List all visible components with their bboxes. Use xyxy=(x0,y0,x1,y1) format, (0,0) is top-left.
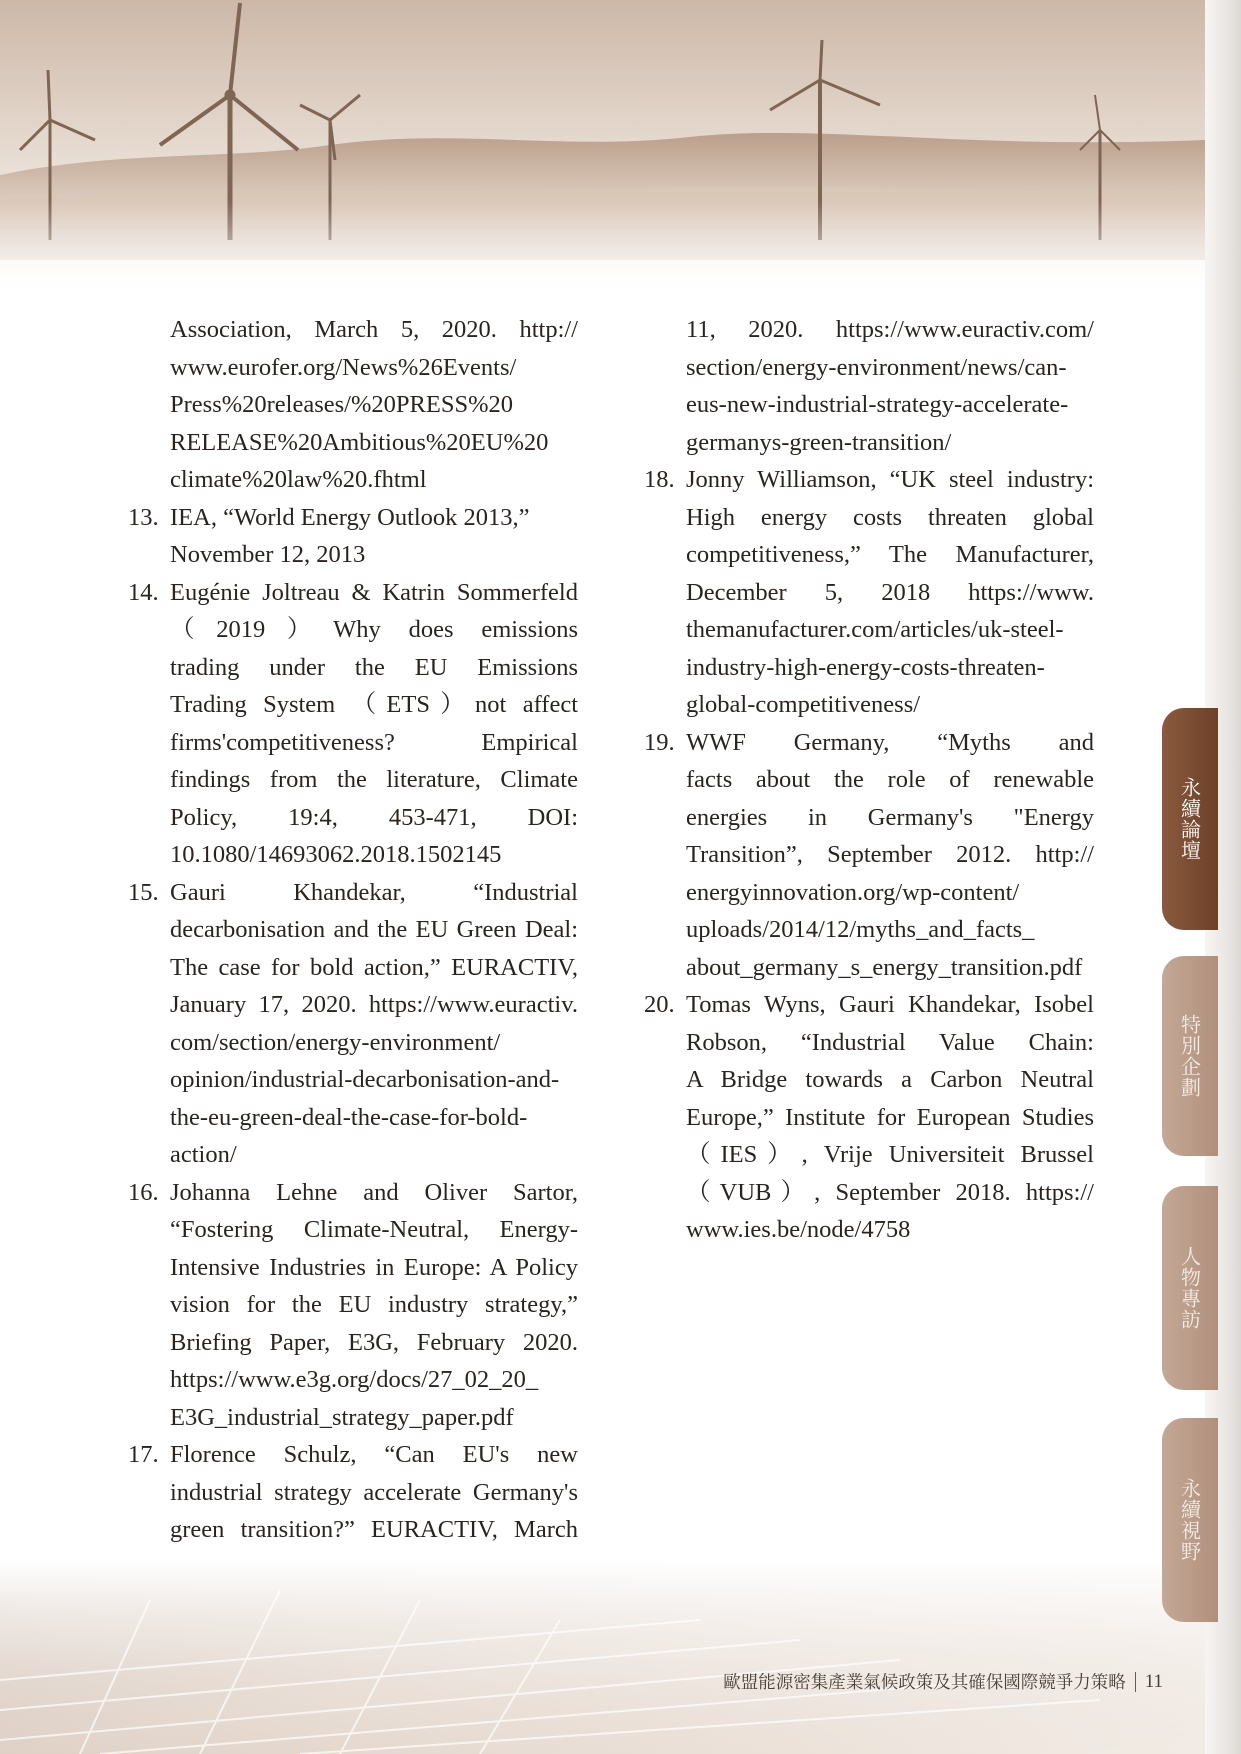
wind-turbine-illustration xyxy=(0,0,1205,300)
reference-line: com/section/energy-environment/ xyxy=(170,1028,501,1056)
reference-line: Tomas Wyns, Gauri Khandekar, Isobel xyxy=(686,991,1094,1018)
reference-line: action/ xyxy=(170,1141,237,1168)
reference-number: 19. xyxy=(644,728,675,756)
page-number: 11 xyxy=(1144,1670,1163,1692)
running-title: 歐盟能源密集產業氣候政策及其確保國際競爭力策略 xyxy=(723,1673,1126,1693)
reference-17-continuation xyxy=(644,311,1094,461)
reference-line: Press%20releases/%20PRESS%20 xyxy=(170,391,513,418)
reference-line: findings from the literature, Climate xyxy=(170,766,578,793)
reference-line: （VUB）, September 2018. https:// xyxy=(686,1178,1094,1206)
footer-divider xyxy=(1135,1672,1136,1692)
reference-line: industrial strategy accelerate Germany's xyxy=(170,1478,578,1506)
reference-number: 15. xyxy=(128,878,159,906)
section-tab-label: 永續視野 xyxy=(1177,1478,1202,1562)
reference-line: opinion/industrial-decarbonisation-and- xyxy=(170,1066,560,1093)
reference-12-continuation xyxy=(128,311,578,499)
reference-line: germanys-green-transition/ xyxy=(686,428,952,456)
reference-line: RELEASE%20Ambitious%20EU%20 xyxy=(170,428,549,456)
reference-line: Europe,” Institute for European Studies xyxy=(686,1103,1094,1131)
reference-number: 18. xyxy=(644,466,675,493)
reference-15 xyxy=(128,874,578,1174)
reference-line: about_germany_s_energy_transition.pdf xyxy=(686,953,1083,981)
section-tab-special-feature[interactable] xyxy=(1162,956,1218,1156)
reference-line: energies in Germany's "Energy xyxy=(686,803,1094,831)
section-tab-sustainability-forum[interactable] xyxy=(1162,708,1218,930)
reference-line: Intensive Industries in Europe: A Policy xyxy=(170,1253,578,1281)
reference-line: 10.1080/14693062.2018.1502145 xyxy=(170,841,502,868)
reference-line: competitiveness,” The Manufacturer, xyxy=(686,541,1094,568)
reference-20 xyxy=(644,986,1094,1249)
solar-panel-illustration xyxy=(0,1560,1205,1754)
footer-banner-solar-panels xyxy=(0,1560,1205,1754)
reference-line: industry-high-energy-costs-threaten- xyxy=(686,653,1045,681)
reference-line: Policy, 19:4, 453-471, DOI: xyxy=(170,803,578,831)
references-column-right xyxy=(644,311,1094,1249)
reference-line: The case for bold action,” EURACTIV, xyxy=(170,953,578,981)
reference-line: Eugénie Joltreau & Katrin Sommerfeld xyxy=(170,578,578,606)
reference-line: December 5, 2018 https://www. xyxy=(686,578,1094,606)
reference-line: trading under the EU Emissions xyxy=(170,653,578,681)
reference-16 xyxy=(128,1174,578,1437)
reference-14 xyxy=(128,574,578,874)
reference-line: WWF Germany, “Myths and xyxy=(686,728,1094,756)
reference-18 xyxy=(644,461,1094,724)
reference-line: www.ies.be/node/4758 xyxy=(686,1216,911,1243)
reference-line: the-eu-green-deal-the-case-for-bold- xyxy=(170,1103,528,1131)
reference-line: Johanna Lehne and Oliver Sartor, xyxy=(170,1178,578,1206)
reference-number: 17. xyxy=(128,1441,159,1468)
reference-line: www.eurofer.org/News%26Events/ xyxy=(170,353,517,381)
reference-line: section/energy-environment/news/can- xyxy=(686,353,1067,381)
section-tab-label: 特別企劃 xyxy=(1177,1014,1202,1098)
reference-line: eus-new-industrial-strategy-accelerate- xyxy=(686,391,1069,418)
reference-line: A Bridge towards a Carbon Neutral xyxy=(686,1066,1094,1093)
reference-19 xyxy=(644,724,1094,987)
reference-line: decarbonisation and the EU Green Deal: xyxy=(170,916,578,943)
reference-line: Florence Schulz, “Can EU's new xyxy=(170,1441,578,1468)
reference-line: green transition?” EURACTIV, March xyxy=(170,1516,578,1543)
reference-line: High energy costs threaten global xyxy=(686,503,1094,531)
reference-line: Association, March 5, 2020. http:// xyxy=(170,316,578,343)
reference-line: November 12, 2013 xyxy=(170,541,366,568)
reference-number: 20. xyxy=(644,991,675,1018)
reference-line: uploads/2014/12/myths_and_facts_ xyxy=(686,916,1035,943)
reference-line: facts about the role of renewable xyxy=(686,766,1094,793)
section-tab-label: 永續論壇 xyxy=(1177,777,1202,861)
reference-number: 16. xyxy=(128,1178,159,1206)
reference-line: （2019）Why does emissions xyxy=(170,616,578,643)
references-column-left xyxy=(128,311,578,1549)
section-tab-label: 人物專訪 xyxy=(1177,1246,1202,1330)
reference-number: 13. xyxy=(128,503,159,531)
reference-line: energyinnovation.org/wp-content/ xyxy=(686,878,1020,906)
reference-line: Briefing Paper, E3G, February 2020. xyxy=(170,1328,578,1356)
reference-17 xyxy=(128,1436,578,1549)
reference-13 xyxy=(128,499,578,574)
header-banner-wind-turbines xyxy=(0,0,1205,300)
reference-line: （IES）, Vrije Universiteit Brussel xyxy=(686,1141,1094,1168)
reference-line: vision for the EU industry strategy,” xyxy=(170,1291,578,1318)
reference-line: Jonny Williamson, “UK steel industry: xyxy=(686,466,1094,493)
reference-line: Robson, “Industrial Value Chain: xyxy=(686,1028,1094,1056)
reference-line: https://www.e3g.org/docs/27_02_20_ xyxy=(170,1366,539,1393)
reference-line: January 17, 2020. https://www.euractiv. xyxy=(170,991,578,1018)
reference-line: Gauri Khandekar, “Industrial xyxy=(170,878,578,906)
section-tab-interviews[interactable] xyxy=(1162,1186,1218,1390)
running-footer xyxy=(723,1669,1163,1694)
reference-line: climate%20law%20.fhtml xyxy=(170,466,427,493)
reference-line: global-competitiveness/ xyxy=(686,691,921,718)
reference-line: 11, 2020. https://www.euractiv.com/ xyxy=(686,316,1094,343)
reference-line: themanufacturer.com/articles/uk-steel- xyxy=(686,616,1064,643)
reference-line: firms'competitiveness? Empirical xyxy=(170,728,578,756)
reference-line: Trading System （ETS）not affect xyxy=(170,691,578,718)
reference-line: “Fostering Climate-Neutral, Energy- xyxy=(170,1216,578,1243)
reference-number: 14. xyxy=(128,578,159,606)
section-tab-sustainability-vision[interactable] xyxy=(1162,1418,1218,1622)
reference-line: E3G_industrial_strategy_paper.pdf xyxy=(170,1403,514,1431)
reference-line: IEA, “World Energy Outlook 2013,” xyxy=(170,503,530,531)
reference-line: Transition”, September 2012. http:// xyxy=(686,841,1094,868)
